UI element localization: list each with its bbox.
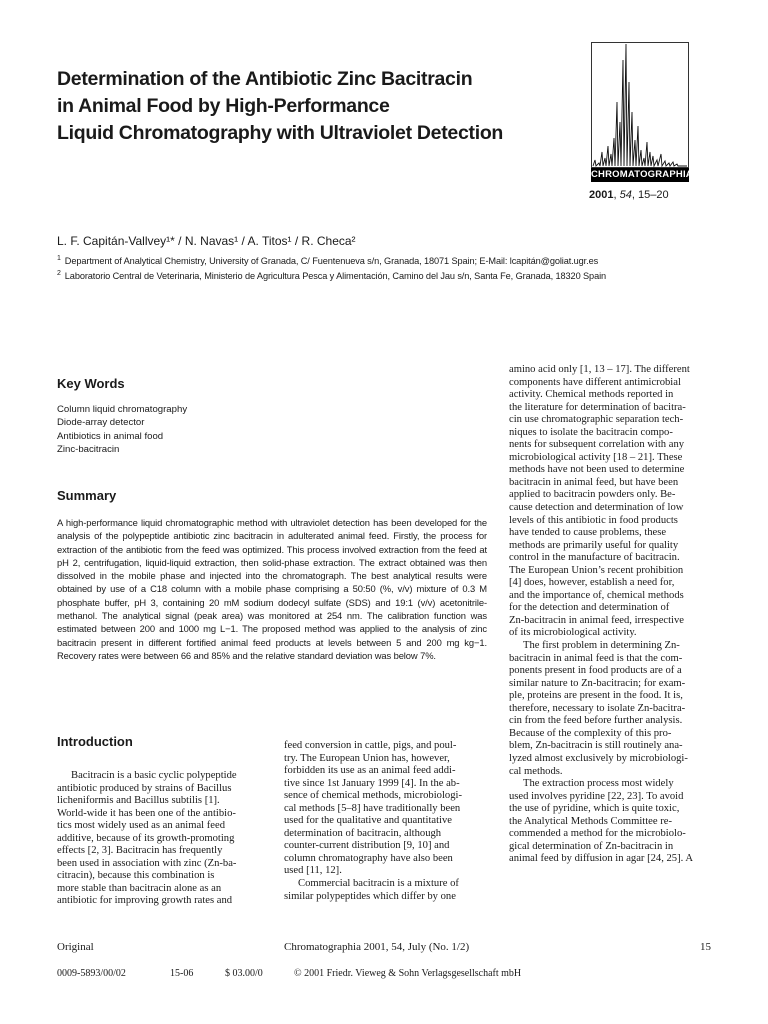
text-line: levels of this antibiotic in food products [509,514,678,526]
copyright: © 2001 Friedr. Vieweg & Sohn Verlagsgesellschaft mbH [294,968,522,979]
affiliation-1 [57,255,598,266]
text-line: blem, Zn-bacitracin is still routinely ana- [509,740,683,752]
text-line: Commercial bacitracin is a mixture of [298,878,459,890]
text-line: similar polypeptides which differ by one [284,890,456,902]
text-line: used involves pyridine [22, 23]. To avoid [509,790,684,802]
author-list: L. F. Capitán-Vallvey¹* / N. Navas¹ / A. Titos¹ / R. Checa² [57,234,356,248]
text-line: been used in association with zinc (Zn-ba- [57,857,237,869]
text-line: commended a method for the microbiolo- [509,828,686,840]
title-line: Liquid Chromatography with Ultraviolet Detection [57,122,504,144]
text-line: The extraction process most widely [523,778,674,790]
text-line: cause detection and determination of low [509,502,684,514]
citation: 2001, 54, 15–20 [589,189,669,201]
text-line: forbidden its use as an animal feed addi- [284,765,456,777]
text-line: bacitracin in animal feed is that the com- [509,652,683,664]
text-line: sence of chemical methods, microbiologi- [284,790,462,802]
text-line: gical determination of Zn-bacitracin in [509,840,674,852]
text-line: Bacitracin is a basic cyclic polypeptide [71,770,237,781]
affiliation-text: Department of Analytical Chemistry, University of Granada, C/ Fuentenueva s/n, Granada, 18071 Spain; E-Mail: lcapitán@goliat.ugr.es [64,256,599,267]
page-number: 15 [700,941,711,953]
issn-code: 0009-5893/00/02 [57,968,126,979]
text-line: used [11, 12]. [284,865,342,877]
text-line: more stable than bacitracin alone as an [57,882,222,894]
text-line: and the importance of, chemical methods [509,589,684,601]
text-line: The European Union’s recent prohibition [509,564,684,576]
journal-logo-text: CHROMATOGRAPHIA [591,169,693,180]
text-line: activity. Chemical methods reported in [509,389,674,401]
keywords-list [57,403,187,456]
text-line: cal methods. [509,765,563,777]
text-line: methods are primarily useful for quality [509,539,679,551]
text-line: antibiotic for improving growth rates and [57,895,233,907]
keyword-item: Diode-array detector [57,417,145,429]
text-line: feed conversion in cattle, pigs, and poul- [284,740,457,751]
text-line: cin from the feed before further analysis. [509,715,683,727]
text-line: nents for subsequent correlation with any [509,439,685,451]
text-line: the Analytical Methods Committee re- [509,815,672,827]
text-line: determination of bacitracin, although [284,827,442,839]
text-line: antibiotic produced by strains of Bacillus [57,782,232,794]
introduction-heading: Introduction [57,734,133,749]
text-line: microbiological activity [18 – 21]. These [509,451,683,463]
summary-text: A high-performance liquid chromatographic method with ultraviolet detection has been developed for the analysis of the polypeptide antibiotic zinc bacitracin in adulterated animal feed. Firstly, the process for extraction of the antibiotic from the feed was optimized. This process involved extraction from the feed at pH 2, centrifugation, liquid-liquid extraction, then solid-phase extraction. The extract obtained was then dissolved in the mobile phase and injected into the chromatograph. The best analytical results were obtained by use of a C18 column with a mobile phase comprising a 50:50 (%, v/v) mixture of 0.3 M phosphate buffer, pH 3, containing 20 mM sodium dodecyl sulfate (SDS) and 19:1 (v/v) acetonitrile-methanol. The analytical signal (peak area) was monitored at 254 nm. The calibration function was estimated between 200 and 1000 mg L−1. The proposed method was applied to the analysis of zinc bacitracin present in different fortified animal feed products at levels between 5 and 200 mg kg−1. Recovery rates were between 66 and 85% and the relative standard deviation was below 7%. [57,517,487,661]
title-line: Determination of the Antibiotic Zinc Bacitracin [57,68,473,90]
affiliation-number: 1 [57,255,61,262]
title-line: in Animal Food by High-Performance [57,95,390,117]
text-line: applied to bacitracin powders only. Be- [509,489,676,501]
journal-issue: Chromatographia 2001, 54, July (No. 1/2) [284,941,470,953]
text-line: control in the manufacture of bacitracin. [509,552,680,564]
text-line: the literature for determination of bacitra- [509,401,686,413]
text-line: The first problem in determining Zn- [523,640,680,652]
text-line: therefore, necessary to isolate Zn-bacitra- [509,702,686,714]
text-line: similar nature to Zn-bacitracin; for exam- [509,677,686,689]
text-line: cin use chromatographic separation tech- [509,414,684,426]
chromatogram-logo-graphic [591,42,689,168]
keyword-item: Column liquid chromatography [57,404,188,415]
text-line: Because of the complexity of this pro- [509,727,672,739]
text-line: counter-current distribution [9, 10] and [284,840,450,852]
text-line: tics most widely used as an animal feed [57,820,225,832]
text-line: used for the qualitative and quantitative [284,815,452,827]
text-line: licheniformis and Bacillus subtilis [1]. [57,795,220,807]
keywords-heading: Key Words [57,376,125,391]
text-line: amino acid only [1, 13 – 17]. The different [509,364,690,375]
affiliation-2 [57,270,606,281]
body-column-1 [57,770,264,908]
text-line: ple, proteins are present in the food. It is, [509,690,683,702]
text-line: components have different antimicrobial [509,376,681,388]
text-line: the use of pyridine, which is quite toxic, [509,803,680,815]
citation-pages: 15–20 [637,189,669,201]
text-line: try. The European Union has, however, [284,752,450,764]
price: $ 03.00/0 [225,968,263,979]
citation-volume: 54 [619,189,632,201]
journal-logo [591,42,693,182]
text-line: niques to isolate the bacitracin compo- [509,426,673,438]
text-line: World-wide it has been one of the antibio- [57,807,236,819]
text-line: tive since 1st January 1999 [4]. In the ab- [284,777,460,789]
text-line: citracin), because this combination is [57,870,215,882]
text-line: Zn-bacitracin in animal feed, irrespective [509,614,685,626]
text-line: lyzed almost exclusively by microbiologi- [509,752,688,764]
text-line: methods have not been used to determine [509,464,685,476]
text-line: have tended to cause problems, these [509,527,667,539]
text-line: of its microbiological activity. [509,627,637,639]
text-line: animal feed by diffusion in agar [24, 25]. A [509,853,693,865]
text-line: ponents present in food products are of a [509,665,682,677]
text-line: for the detection and determination of [509,602,670,614]
summary-heading: Summary [57,488,117,503]
citation-year: 2001 [589,189,614,201]
paper-title [57,66,587,147]
article-type: Original [57,941,94,953]
text-line: [4] does, however, establish a need for, [509,577,675,589]
keyword-item: Antibiotics in animal food [57,430,164,442]
issue-code: 15-06 [170,968,194,979]
affiliation-number: 2 [57,270,61,277]
body-column-2 [284,740,491,903]
text-line: bacitracin in animal feed, but have been [509,476,679,488]
affiliation-text: Laboratorio Central de Veterinaria, Ministerio de Agricultura Pesca y Alimentación, Camino del Jau s/n, Santa Fe, Granada, 18320 Spain [64,271,607,282]
text-line: cal methods [5–8] have traditionally been [284,802,461,814]
text-line: effects [2, 3]. Bacitracin has frequently [57,845,223,857]
text-line: additive, because of its growth-promoting [57,832,235,844]
body-column-3 [509,364,716,866]
keyword-item: Zinc-bacitracin [57,443,120,455]
text-line: column chromatography have also been [284,852,453,864]
